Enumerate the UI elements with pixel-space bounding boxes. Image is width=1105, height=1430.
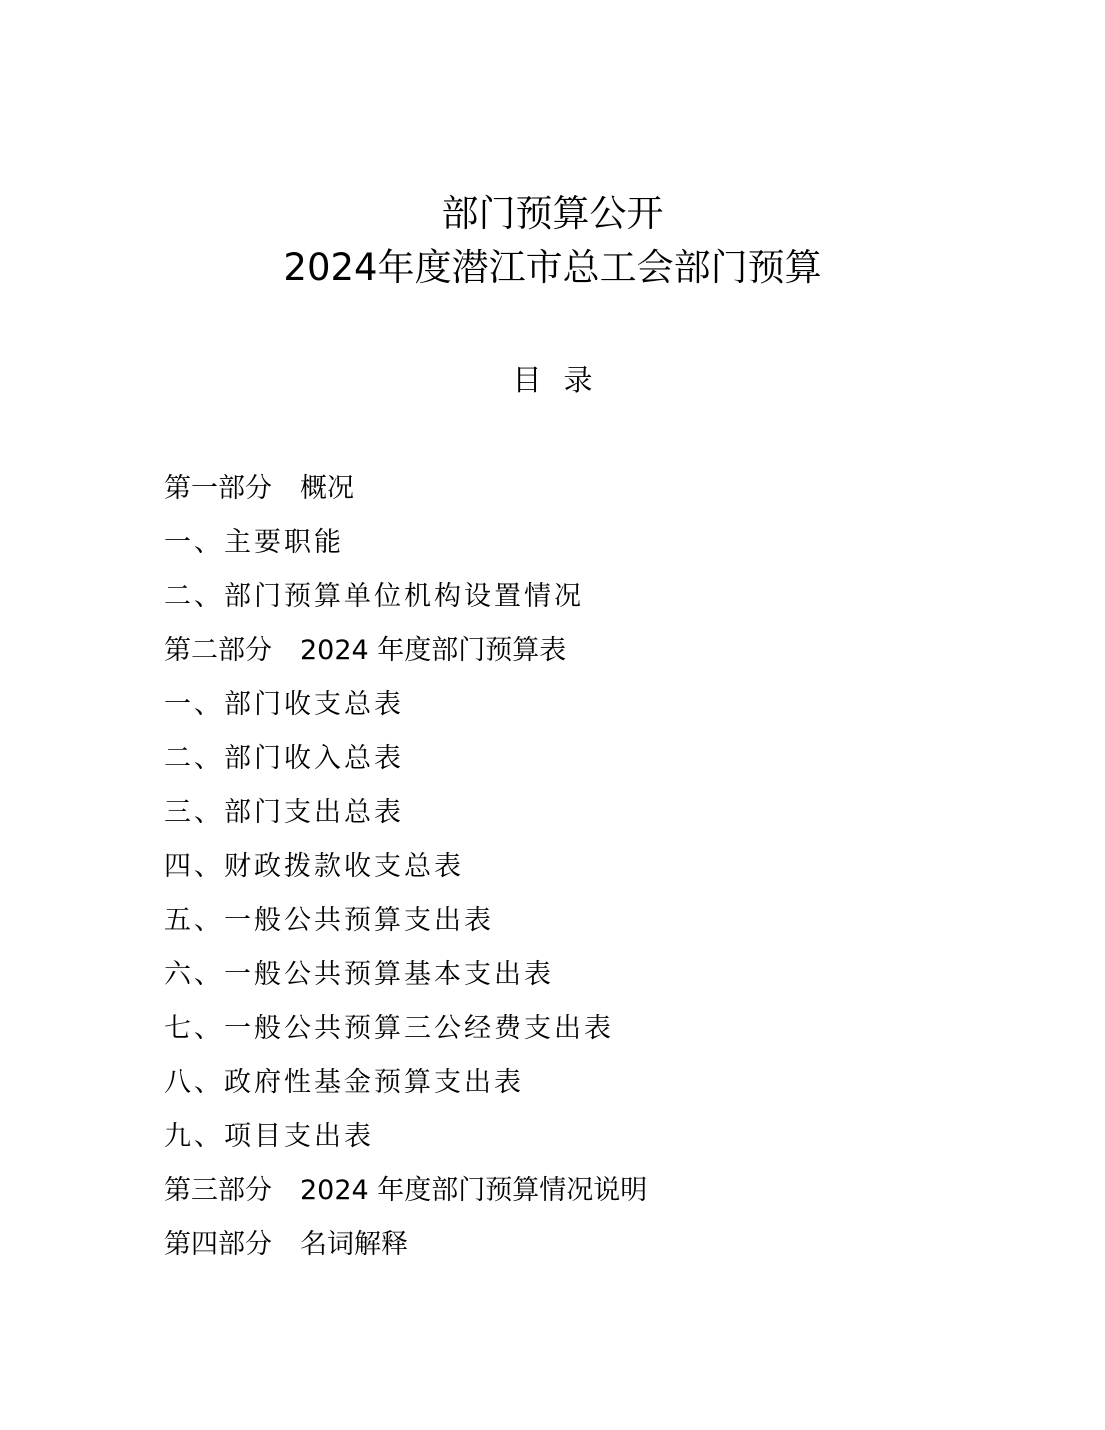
toc-part-title: 概况 [300,473,354,504]
toc-part-title: 2024 年度部门预算情况说明 [300,1175,648,1206]
toc-part-label: 第四部分 [164,1229,272,1260]
toc-part-3 [164,1169,647,1223]
toc-item: 二、部门预算单位机构设置情况 [164,581,584,612]
toc-part-1 [164,467,647,521]
toc-item: 三、部门支出总表 [164,797,404,828]
toc-part-label: 第一部分 [164,473,272,504]
toc-item: 五、一般公共预算支出表 [164,905,494,936]
toc-item: 二、部门收入总表 [164,743,404,774]
toc-item: 一、部门收支总表 [164,689,404,720]
toc-part-title: 2024 年度部门预算表 [300,635,567,666]
document-subtitle: 2024年度潜江市总工会部门预算 [283,246,822,289]
toc-item: 八、政府性基金预算支出表 [164,1067,524,1098]
toc-part-4 [164,1223,647,1277]
toc-item: 六、一般公共预算基本支出表 [164,959,554,990]
toc-heading: 目录 [512,363,615,397]
toc-part-label: 第二部分 [164,635,272,666]
toc-item: 七、一般公共预算三公经费支出表 [164,1013,614,1044]
toc-item: 九、项目支出表 [164,1121,374,1152]
document-title: 部门预算公开 [441,192,664,235]
toc-item: 四、财政拨款收支总表 [164,851,464,882]
table-of-contents [164,467,647,1277]
toc-item: 一、主要职能 [164,527,344,558]
toc-part-title: 名词解释 [300,1229,408,1260]
toc-part-2 [164,629,647,683]
toc-part-label: 第三部分 [164,1175,272,1206]
